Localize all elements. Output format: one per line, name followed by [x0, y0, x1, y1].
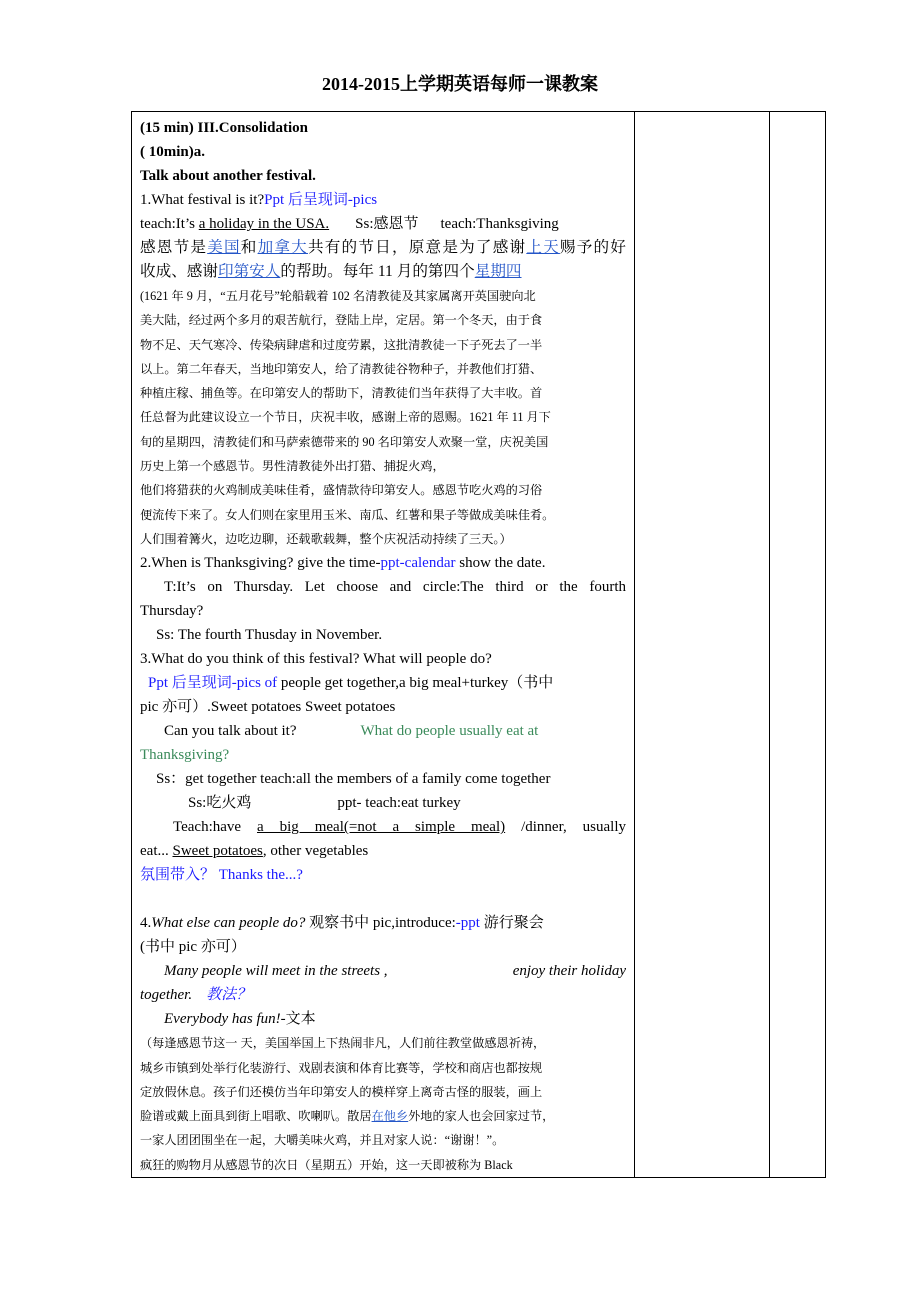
step-a-heading: ( 10min)a.: [140, 144, 205, 160]
link-thursday[interactable]: 星期四: [474, 263, 522, 280]
history-note-line: 任总督为此建议设立一个节日，庆祝丰收，感谢上帝的恩赐。1621 年 11 月下: [140, 410, 551, 425]
fun-line: Everybody has fun!-文本: [164, 1011, 316, 1028]
question-1: 1.What festival is it?Ppt 后呈现词-pics: [140, 192, 378, 208]
book-pic-note: pic 亦可）.Sweet potatoes Sweet potatoes: [140, 699, 396, 716]
celebration-note-line: （每逢感恩节这一 天，美国举国上下热闹非凡，人们前往教堂做感恩祈祷，: [140, 1036, 546, 1051]
page-title: 2014-2015上学期英语每师一课教案: [322, 74, 598, 94]
teach-meal-cont: eat... Sweet potatoes, other vegetables: [140, 843, 369, 860]
student-answer-3b: Ss:吃火鸡 ppt- teach:eat turkey: [188, 795, 461, 812]
task-heading: Talk about another festival.: [140, 168, 316, 184]
history-note-line: 以上。第二年春天，当地印第安人，给了清教徒谷物种子，并教他们打猎、: [140, 361, 543, 376]
lesson-plan-table: [131, 111, 826, 1178]
history-note-line: 美大陆，经过两个多月的艰苦航行，登陆上岸，定居。第一个冬天，由于食: [140, 313, 543, 328]
history-note-line: 便流传下来了。女人们则在家里用玉米、南瓜、红薯和果子等做成美味佳肴。: [140, 507, 555, 522]
link-canada[interactable]: 加拿大: [257, 239, 308, 256]
history-note-line: 物不足、天气寒冷、传染病肆虐和过度劳累，这批清教徒一下子死去了一半: [140, 337, 543, 352]
celebration-note-line: 脸谱或戴上面具到街上唱歌、吹喇叭。散居在他乡外地的家人也会回家过节，: [140, 1109, 555, 1124]
celebration-note-line: 定放假休息。孩子们还模仿当年印第安人的模样穿上离奇古怪的服装，画上: [140, 1084, 543, 1099]
link-heaven[interactable]: 上天: [526, 239, 560, 256]
question-4: 4.What else can people do? 观察书中 pic,introduce:-ppt 游行聚会: [140, 915, 544, 932]
question-2: 2.When is Thanksgiving? give the time-ppt-calendar show the date.: [140, 555, 546, 572]
consolidation-heading: (15 min) III.Consolidation: [140, 120, 308, 136]
history-note-line: (1621 年 9 月，“五月花号”轮船载着 102 名清教徒及其家属离开英国驶向北: [140, 289, 536, 303]
link-elsewhere[interactable]: 在他乡: [371, 1109, 409, 1124]
thanksgiving-intro-1: 感恩节是美国和加拿大共有的节日，原意是为了感谢上天赐予的好: [140, 239, 626, 256]
discussion-prompt-cont: Thanksgiving?: [140, 747, 230, 764]
streets-line: Many people will meet in the streets , enjoy their holiday: [164, 963, 626, 980]
link-usa[interactable]: 美国: [207, 239, 241, 256]
ppt-note-3: Ppt 后呈现词-pics of people get together,a big meal+turkey（书中: [148, 675, 554, 692]
procedure-cell: [132, 112, 635, 1178]
history-note-line: 历史上第一个感恩节。男性清教徒外出打猎、捕捉火鸡，: [140, 459, 445, 474]
empty-column-2: [635, 112, 770, 1178]
empty-column-3: [770, 112, 826, 1178]
thanksgiving-intro-2: 收成、感谢印第安人的帮助。每年 11 月的第四个星期四: [140, 263, 522, 280]
teach-line-1: teach:It’s a holiday in the USA. Ss:感恩节 teach:Thanksgiving: [140, 216, 559, 232]
atmosphere-note: 氛围带入？ Thanks the...?: [140, 867, 303, 884]
discussion-prompt: Can you talk about it? What do people usually eat at: [164, 723, 539, 740]
history-note-line: 他们将猎获的火鸡制成美味佳肴，盛情款待印第安人。感恩节吃火鸡的习俗: [140, 483, 543, 498]
history-note-line: 人们围着篝火，边吃边聊，还载歌载舞，整个庆祝活动持续了三天。）: [140, 531, 512, 546]
celebration-note-line: 疯狂的购物月从感恩节的次日（星期五）开始，这一天即被称为 Black: [140, 1157, 513, 1172]
book-pic-note-4: (书中 pic 亦可）: [140, 939, 246, 956]
history-note-line: 旬的星期四，清教徒们和马萨索德带来的 90 名印第安人欢聚一堂，庆祝美国: [140, 434, 549, 449]
teacher-question-2-cont: Thursday?: [140, 603, 204, 620]
teach-meal: Teach:have a big meal(=not a simple meal) /dinner, usually: [173, 819, 626, 836]
celebration-note-line: 城乡市镇到处举行化装游行、戏剧表演和体育比赛等，学校和商店也都按规: [140, 1060, 543, 1075]
link-native-americans[interactable]: 印第安人: [217, 263, 281, 280]
celebration-note-line: 一家人团团围坐在一起，大嚼美味火鸡，并且对家人说：“谢谢！”。: [140, 1133, 505, 1148]
student-answer-3: Ss：get together teach:all the members of a family come together: [156, 771, 551, 788]
history-note-line: 种植庄稼、捕鱼等。在印第安人的帮助下，清教徒们当年获得了大丰收。首: [140, 386, 543, 401]
together-line: together. 教法？: [140, 987, 252, 1004]
teacher-question-2: T:It’s on Thursday. Let choose and circle:The third or the fourth: [164, 579, 626, 596]
question-3: 3.What do you think of this festival? What will people do?: [140, 651, 492, 668]
student-answer-2: Ss: The fourth Thusday in November.: [156, 627, 383, 644]
